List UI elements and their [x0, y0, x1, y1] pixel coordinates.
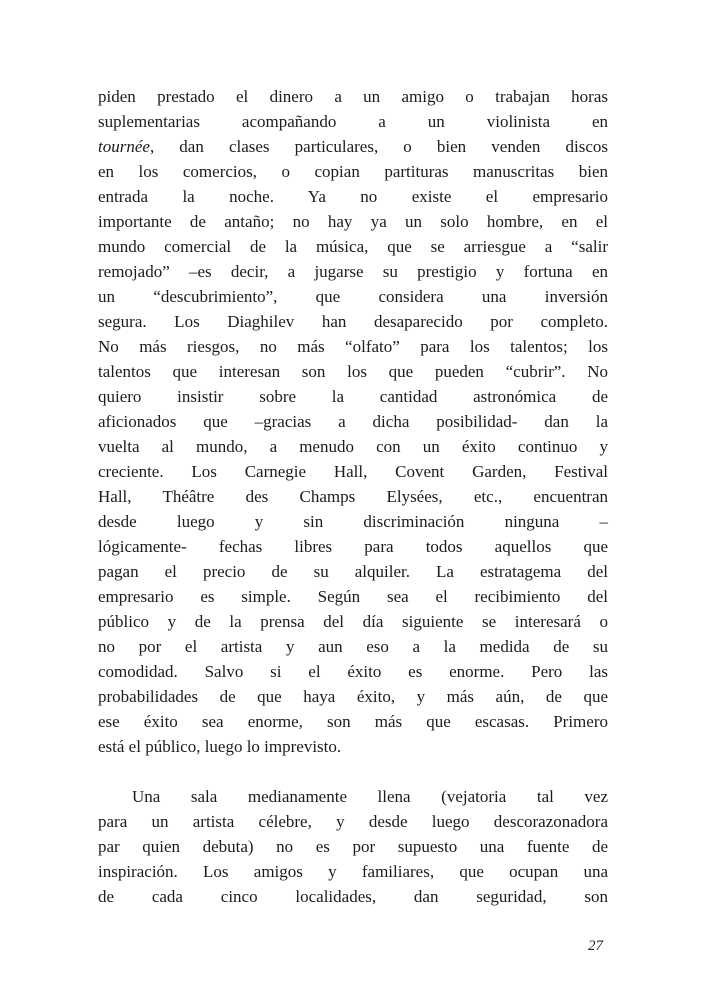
text-segment: , dan clases particulares, o bien venden discos: [149, 137, 608, 156]
text-segment: creciente. Los Carnegie Hall, Covent Garden, Festival: [98, 462, 608, 481]
text-segment: inspiración. Los amigos y familiares, que ocupan una: [98, 862, 608, 881]
text-segment: para un artista célebre, y desde luego descorazonadora: [98, 812, 608, 831]
text-segment: vuelta al mundo, a menudo con un éxito continuo y: [98, 437, 608, 456]
text-line: [98, 384, 608, 409]
text-segment: empresario es simple. Según sea el recibimiento del: [98, 587, 608, 606]
text-line: [98, 234, 608, 259]
text-segment: pagan el precio de su alquiler. La estratagema del: [98, 562, 608, 581]
text-line: [98, 784, 608, 809]
text-segment: par quien debuta) no es por supuesto una fuente de: [98, 837, 608, 856]
text-segment: está el público, luego lo imprevisto.: [98, 737, 342, 756]
text-line: [98, 259, 608, 284]
text-segment: en los comercios, o copian partituras manuscritas bien: [98, 162, 608, 181]
text-segment: probabilidades de que haya éxito, y más aún, de que: [98, 687, 608, 706]
text-segment: desde luego y sin discriminación ninguna –: [98, 512, 608, 531]
text-line: [98, 84, 608, 109]
text-line: [98, 609, 608, 634]
italic-text-segment: tournée: [98, 137, 150, 156]
text-line: [98, 109, 608, 134]
text-segment: suplementarias acompañando a un violinista en: [98, 112, 608, 131]
text-line: [98, 809, 608, 834]
text-line: [98, 409, 608, 434]
text-line: [98, 309, 608, 334]
text-line: [98, 534, 608, 559]
text-segment: piden prestado el dinero a un amigo o trabajan horas: [98, 87, 608, 106]
text-line: [98, 859, 608, 884]
text-segment: Una sala medianamente llena (vejatoria tal vez: [132, 787, 608, 806]
text-line: [98, 884, 608, 909]
text-segment: No más riesgos, no más “olfato” para los talentos; los: [98, 337, 608, 356]
text-line: [98, 509, 608, 534]
text-line: [98, 684, 608, 709]
text-line: [98, 584, 608, 609]
text-segment: remojado” –es decir, a jugarse su prestigio y fortuna en: [98, 262, 608, 281]
text-segment: segura. Los Diaghilev han desaparecido por completo.: [98, 312, 608, 331]
text-line: [98, 359, 608, 384]
text-line: [98, 159, 608, 184]
text-segment: entrada la noche. Ya no existe el empresario: [98, 187, 608, 206]
text-line: [98, 734, 608, 759]
page-number: 27: [588, 938, 603, 954]
text-segment: un “descubrimiento”, que considera una inversión: [98, 287, 608, 306]
text-line: [98, 559, 608, 584]
text-line: [98, 284, 608, 309]
text-line: [98, 209, 608, 234]
text-line: [98, 709, 608, 734]
page-text: [98, 84, 608, 909]
text-segment: no por el artista y aun eso a la medida de su: [98, 637, 608, 656]
text-segment: lógicamente- fechas libres para todos aquellos que: [98, 537, 608, 556]
text-segment: importante de antaño; no hay ya un solo hombre, en el: [98, 212, 608, 231]
text-line: [98, 484, 608, 509]
paragraph-2: [98, 784, 608, 909]
text-segment: mundo comercial de la música, que se arriesgue a “salir: [98, 237, 608, 256]
text-line: [98, 334, 608, 359]
text-segment: comodidad. Salvo si el éxito es enorme. Pero las: [98, 662, 608, 681]
text-segment: Hall, Théâtre des Champs Elysées, etc., encuentran: [98, 487, 608, 506]
text-segment: quiero insistir sobre la cantidad astronómica de: [98, 387, 608, 406]
text-line: [98, 659, 608, 684]
text-segment: público y de la prensa del día siguiente se interesará o: [98, 612, 608, 631]
paragraph-1: [98, 84, 608, 759]
text-segment: ese éxito sea enorme, son más que escasas. Primero: [98, 712, 608, 731]
text-line: [98, 434, 608, 459]
text-line: [98, 459, 608, 484]
text-line: [98, 184, 608, 209]
text-line: [98, 634, 608, 659]
text-line: [98, 834, 608, 859]
text-line: [98, 134, 608, 159]
text-segment: talentos que interesan son los que pueden “cubrir”. No: [98, 362, 608, 381]
text-segment: de cada cinco localidades, dan seguridad, son: [98, 887, 608, 906]
text-segment: aficionados que –gracias a dicha posibilidad- dan la: [98, 412, 608, 431]
